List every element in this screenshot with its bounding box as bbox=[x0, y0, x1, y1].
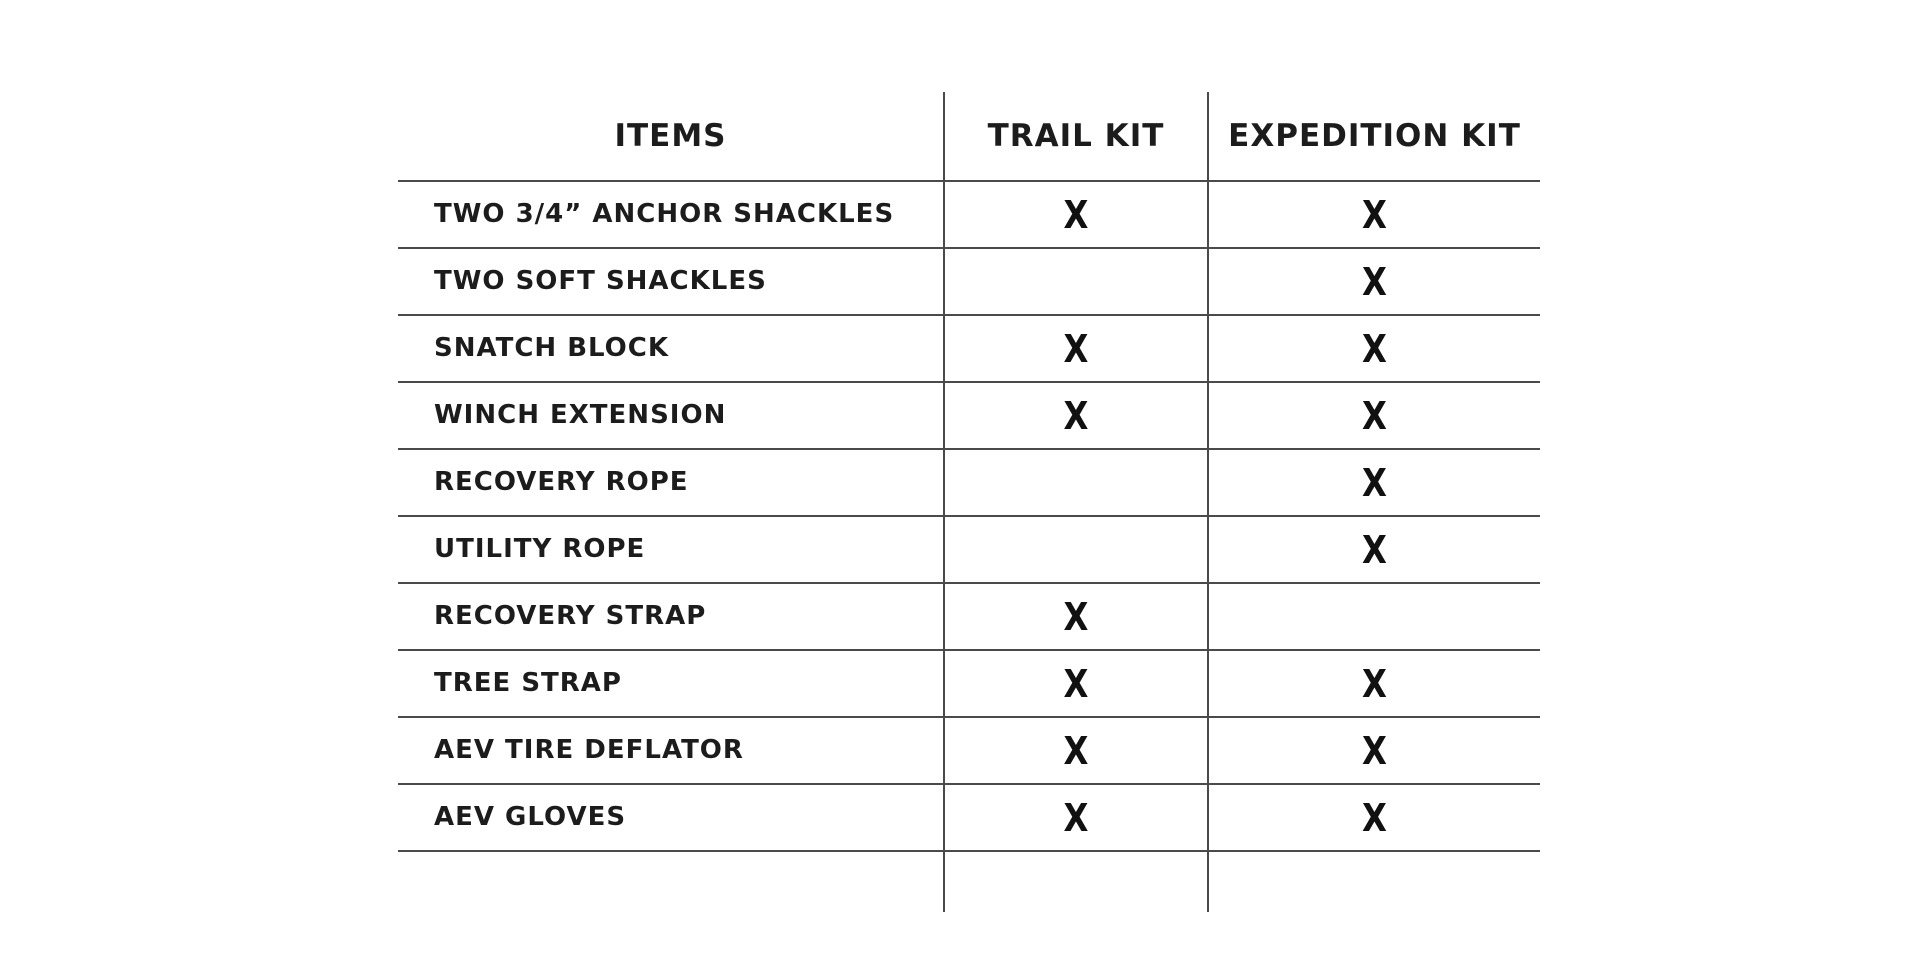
expedition-kit-mark: X bbox=[1362, 461, 1387, 505]
header-items: ITEMS bbox=[614, 118, 727, 154]
row-item-label: TWO SOFT SHACKLES bbox=[434, 266, 767, 296]
row-item-label: TWO 3/4” ANCHOR SHACKLES bbox=[434, 199, 895, 229]
table-row bbox=[398, 584, 1540, 651]
table-row bbox=[398, 450, 1540, 517]
expedition-kit-mark: X bbox=[1362, 729, 1387, 773]
expedition-kit-mark: X bbox=[1362, 327, 1387, 371]
header-expedition-kit: EXPEDITION KIT bbox=[1228, 118, 1521, 154]
expedition-kit-mark: X bbox=[1362, 260, 1387, 304]
row-item-label: AEV GLOVES bbox=[434, 802, 627, 832]
table-row bbox=[398, 651, 1540, 718]
trail-kit-mark: X bbox=[1063, 327, 1089, 371]
trail-kit-mark: X bbox=[1063, 394, 1089, 438]
expedition-kit-mark: X bbox=[1362, 796, 1387, 840]
trail-kit-mark: X bbox=[1063, 595, 1089, 639]
table-row bbox=[398, 718, 1540, 785]
table-row bbox=[398, 182, 1540, 249]
expedition-kit-mark: X bbox=[1362, 662, 1387, 706]
table-row bbox=[398, 517, 1540, 584]
trail-kit-mark: X bbox=[1063, 729, 1089, 773]
header-trail-kit: TRAIL KIT bbox=[987, 118, 1165, 154]
trail-kit-mark: X bbox=[1063, 796, 1089, 840]
table-row bbox=[398, 785, 1540, 852]
table-header bbox=[398, 92, 1540, 182]
table-row bbox=[398, 383, 1540, 450]
row-item-label: AEV TIRE DEFLATOR bbox=[434, 735, 744, 765]
kit-comparison-table bbox=[398, 92, 1540, 852]
row-item-label: TREE STRAP bbox=[434, 668, 622, 698]
row-item-label: WINCH EXTENSION bbox=[434, 400, 727, 430]
expedition-kit-mark: X bbox=[1362, 193, 1387, 237]
table-row bbox=[398, 316, 1540, 383]
trail-kit-mark: X bbox=[1063, 662, 1089, 706]
row-item-label: SNATCH BLOCK bbox=[434, 333, 670, 363]
row-item-label: RECOVERY STRAP bbox=[434, 601, 707, 631]
trail-kit-mark: X bbox=[1063, 193, 1089, 237]
expedition-kit-mark: X bbox=[1362, 528, 1387, 572]
expedition-kit-mark: X bbox=[1362, 394, 1387, 438]
row-item-label: RECOVERY ROPE bbox=[434, 467, 689, 497]
table-row bbox=[398, 249, 1540, 316]
row-item-label: UTILITY ROPE bbox=[434, 534, 646, 564]
